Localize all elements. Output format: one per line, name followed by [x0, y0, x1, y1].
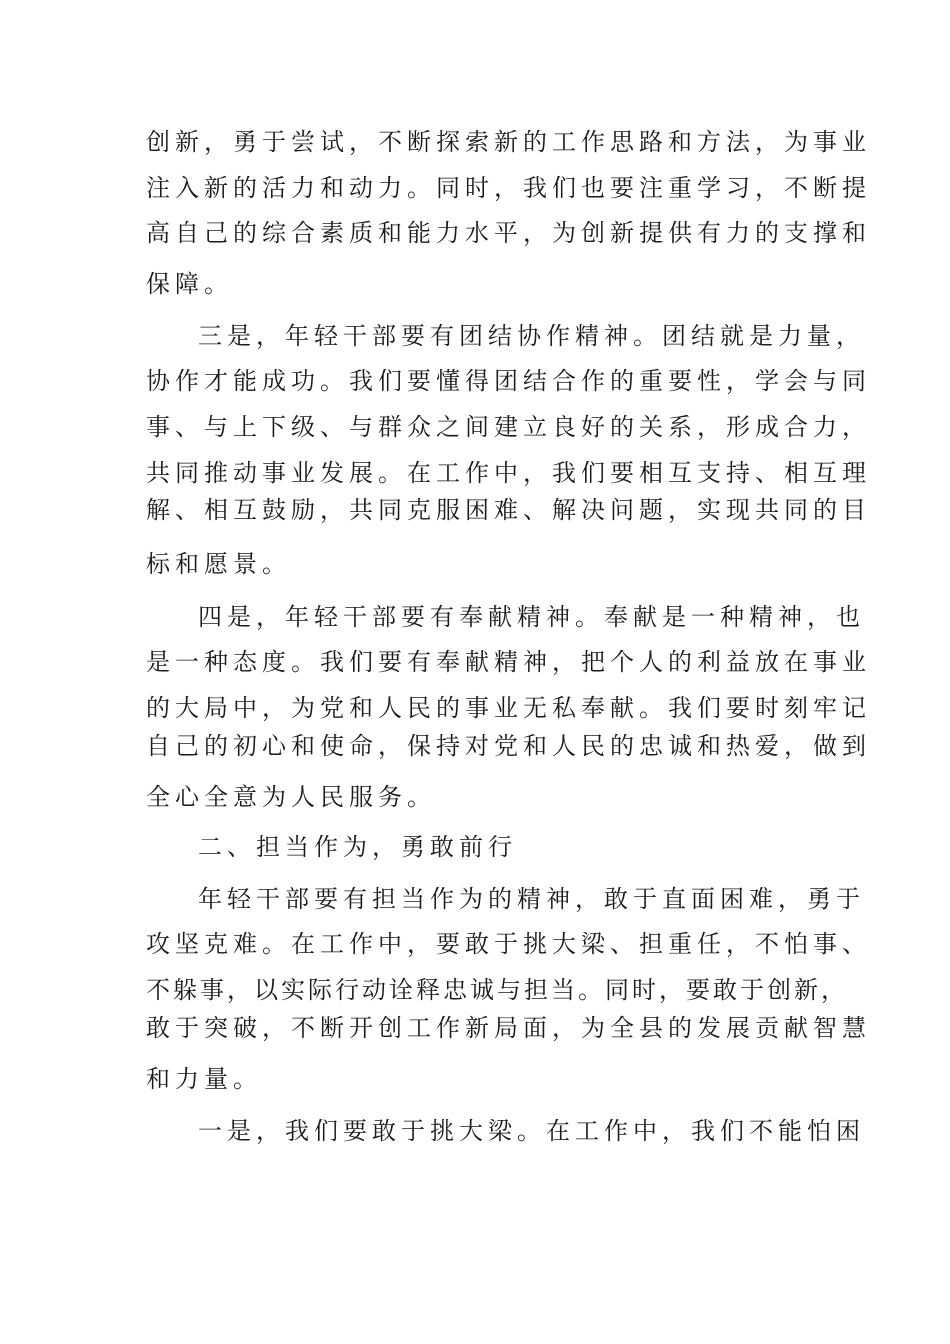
section-heading: 二、担当作为，勇敢前行: [198, 833, 517, 861]
text-line: 注入新的活力和动力。同时，我们也要注重学习，不断提: [146, 174, 871, 202]
text-line: 和力量。: [146, 1065, 262, 1093]
text-line: 协作才能成功。我们要懂得团结合作的重要性，学会与同: [146, 367, 871, 395]
paragraph-start-line: 年轻干部要有担当作为的精神，敢于直面困难，勇于: [198, 885, 865, 913]
text-line: 解、相互鼓励，共同克服困难、解决问题，实现共同的目: [146, 496, 871, 524]
text-line: 保障。: [146, 270, 233, 298]
text-line: 不躲事，以实际行动诠释忠诚与担当。同时，要敢于创新，: [146, 976, 848, 1004]
text-line: 共同推动事业发展。在工作中，我们要相互支持、相互理: [146, 459, 871, 487]
text-line: 是一种态度。我们要有奉献精神，把个人的利益放在事业: [146, 648, 871, 676]
text-line: 攻坚克难。在工作中，要敢于挑大梁、担重任，不怕事、: [146, 930, 871, 958]
text-line: 敢于突破，不断开创工作新局面，为全县的发展贡献智慧: [146, 1014, 871, 1042]
text-line: 标和愿景。: [146, 550, 291, 578]
text-line: 的大局中，为党和人民的事业无私奉献。我们要时刻牢记: [146, 694, 871, 722]
paragraph-start-line: 三是，年轻干部要有团结协作精神。团结就是力量，: [198, 322, 865, 350]
text-line: 创新，勇于尝试，不断探索新的工作思路和方法，为事业: [146, 128, 871, 156]
text-line: 高自己的综合素质和能力水平，为创新提供有力的支撑和: [146, 219, 871, 247]
text-line: 事、与上下级、与群众之间建立良好的关系，形成合力，: [146, 413, 871, 441]
paragraph-start-line: 一是，我们要敢于挑大梁。在工作中，我们不能怕困: [198, 1117, 865, 1145]
text-line: 自己的初心和使命，保持对党和人民的忠诚和热爱，做到: [146, 732, 871, 760]
text-line: 全心全意为人民服务。: [146, 783, 436, 811]
paragraph-start-line: 四是，年轻干部要有奉献精神。奉献是一种精神，也: [198, 603, 865, 631]
